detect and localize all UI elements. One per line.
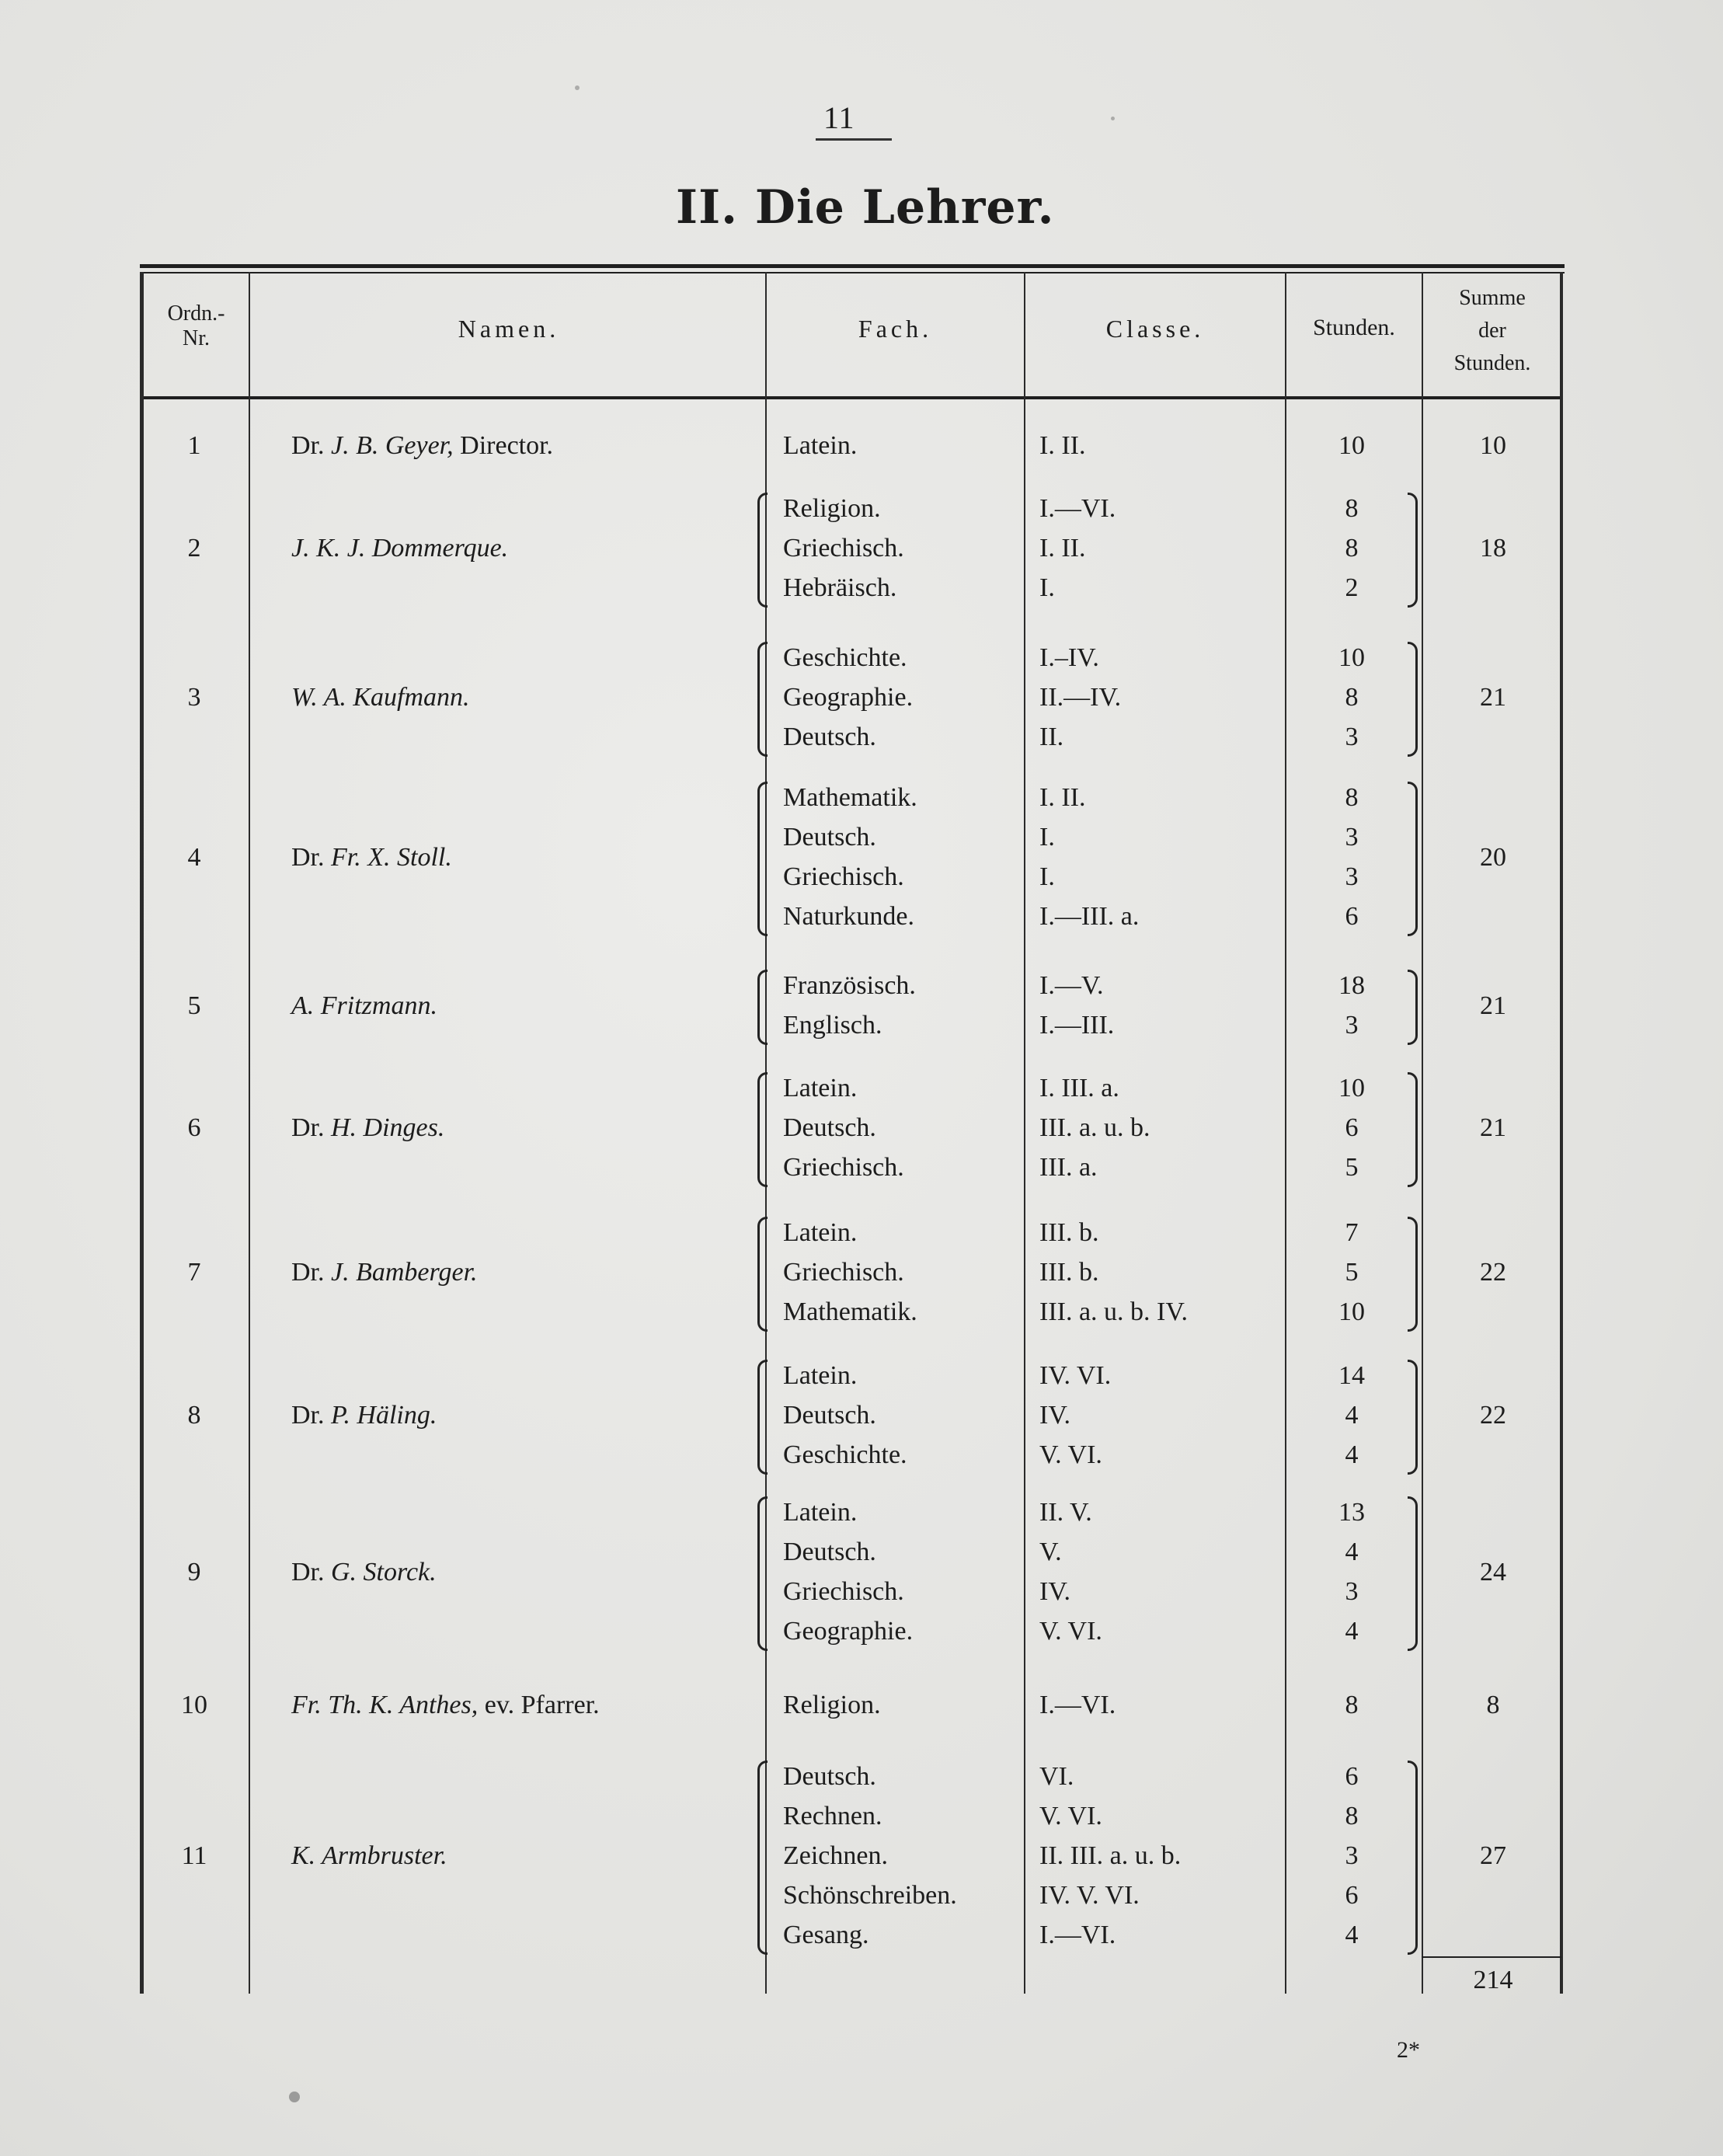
header-namen: Namen.	[458, 315, 560, 343]
row-number: 7	[187, 1258, 201, 1287]
teacher-name	[291, 1691, 600, 1720]
class-range: V. VI.	[1039, 1617, 1102, 1646]
teacher-name	[291, 991, 437, 1021]
class-range: I. II.	[1039, 534, 1086, 563]
subject: Latein.	[783, 1074, 858, 1102]
hours: 10	[1338, 1297, 1365, 1326]
teacher-title: Dr.	[291, 1557, 331, 1587]
teacher-name-text: A. Fritzmann.	[291, 991, 437, 1020]
hours: 3	[1345, 723, 1359, 751]
class-range: I.—VI.	[1039, 494, 1116, 523]
hours-sum: 21	[1480, 1113, 1506, 1142]
class-range: I.—VI.	[1039, 1691, 1116, 1719]
signature-mark: 2*	[1397, 2037, 1420, 2063]
teacher-name	[291, 1558, 437, 1587]
teacher-name	[291, 1258, 478, 1287]
hours-brace	[1408, 1761, 1418, 1955]
class-range: IV.	[1039, 1577, 1070, 1606]
column-rule	[1024, 272, 1025, 1994]
hours: 4	[1345, 1401, 1359, 1430]
class-range: VI.	[1039, 1762, 1074, 1791]
class-range: I.	[1039, 573, 1055, 602]
subject: Naturkunde.	[783, 902, 915, 931]
teacher-name	[291, 534, 508, 563]
header-summe: Stunden.	[1453, 351, 1531, 375]
hours-sum: 24	[1480, 1557, 1506, 1587]
subject: Latein.	[783, 1218, 858, 1247]
teacher-title: Dr.	[291, 1401, 331, 1430]
subject-brace	[757, 782, 768, 936]
class-range: III. b.	[1039, 1218, 1099, 1247]
hours: 5	[1345, 1153, 1359, 1182]
teacher-name-text: G. Storck.	[331, 1557, 437, 1587]
subject: Religion.	[783, 494, 881, 523]
hours-sum: 27	[1480, 1841, 1506, 1870]
ink-speck	[1111, 117, 1115, 120]
teacher-title: Dr.	[291, 1113, 331, 1142]
column-rule	[1422, 272, 1423, 1994]
subject: Deutsch.	[783, 823, 876, 852]
hours-brace	[1408, 642, 1418, 757]
class-range: II. III. a. u. b.	[1039, 1841, 1182, 1870]
hours-sum: 18	[1480, 534, 1506, 563]
hours: 18	[1338, 971, 1365, 1000]
subject: Rechnen.	[783, 1802, 882, 1830]
hours: 8	[1345, 534, 1359, 563]
class-range: II.	[1039, 723, 1064, 751]
hours: 4	[1345, 1921, 1359, 1949]
ink-speck	[289, 2092, 300, 2102]
hours-sum: 8	[1486, 1691, 1500, 1719]
subject-brace	[757, 1072, 768, 1187]
row-number: 8	[187, 1401, 201, 1430]
row-number: 1	[187, 431, 201, 460]
hours: 6	[1345, 1113, 1359, 1142]
header-nr: Nr.	[183, 326, 210, 350]
class-range: I. II.	[1039, 783, 1086, 812]
subject-brace	[757, 1360, 768, 1475]
page-title: II. Die Lehrer.	[676, 180, 1055, 235]
subject: Griechisch.	[783, 1258, 904, 1287]
row-number: 10	[181, 1691, 207, 1719]
subject-brace	[757, 970, 768, 1045]
subject-brace	[757, 1496, 768, 1651]
subject-brace	[757, 642, 768, 757]
class-range: I. II.	[1039, 431, 1086, 460]
hours: 10	[1338, 1074, 1365, 1102]
teacher-role: Director.	[453, 431, 554, 460]
teacher-title: Dr.	[291, 1258, 331, 1287]
class-range: III. b.	[1039, 1258, 1099, 1287]
subject: Zeichnen.	[783, 1841, 888, 1870]
row-number: 6	[187, 1113, 201, 1142]
class-range: V. VI.	[1039, 1440, 1102, 1469]
subject-brace	[757, 493, 768, 608]
hours: 10	[1338, 431, 1365, 460]
subject: Latein.	[783, 431, 858, 460]
subject: Latein.	[783, 1498, 858, 1527]
subject: Latein.	[783, 1361, 858, 1390]
column-rule	[1285, 272, 1286, 1994]
teacher-name-text: J. Bamberger.	[331, 1258, 478, 1287]
hours: 8	[1345, 783, 1359, 812]
teacher-role: ev. Pfarrer.	[478, 1691, 600, 1719]
header-summe: der	[1478, 319, 1506, 343]
subject: Deutsch.	[783, 1113, 876, 1142]
teacher-name	[291, 1841, 447, 1871]
subject: Geographie.	[783, 1617, 914, 1646]
subject: Schönschreiben.	[783, 1881, 957, 1910]
header-classe: Classe.	[1105, 315, 1205, 343]
class-range: IV. VI.	[1039, 1361, 1112, 1390]
hours: 14	[1338, 1361, 1365, 1390]
hours-sum: 21	[1480, 991, 1506, 1020]
class-range: II.—IV.	[1039, 683, 1122, 712]
class-range: V.	[1039, 1538, 1062, 1566]
subject: Religion.	[783, 1691, 881, 1719]
teacher-name	[291, 1113, 444, 1143]
subject: Mathematik.	[783, 783, 917, 812]
row-number: 4	[187, 842, 201, 872]
teacher-name-text: Fr. X. Stoll.	[331, 842, 452, 872]
hours: 6	[1345, 1881, 1359, 1910]
hours: 5	[1345, 1258, 1359, 1287]
hours-sum: 10	[1480, 431, 1506, 460]
class-range: II. V.	[1039, 1498, 1092, 1527]
row-number: 2	[187, 534, 201, 563]
subject: Griechisch.	[783, 1577, 904, 1606]
hours: 6	[1345, 1762, 1359, 1791]
teacher-title: Dr.	[291, 431, 331, 460]
class-range: I.—VI.	[1039, 1921, 1116, 1949]
subject: Englisch.	[783, 1011, 882, 1040]
hours-brace	[1408, 1496, 1418, 1651]
hours-brace	[1408, 493, 1418, 608]
subject: Deutsch.	[783, 723, 876, 751]
hours: 7	[1345, 1218, 1359, 1247]
hours: 8	[1345, 1802, 1359, 1830]
hours-brace	[1408, 1360, 1418, 1475]
hours-brace	[1408, 1217, 1418, 1332]
teacher-name-text: K. Armbruster.	[291, 1841, 447, 1870]
total-top-rule	[1422, 1956, 1561, 1958]
teacher-name-text: J. B. Geyer,	[331, 431, 454, 460]
class-range: V. VI.	[1039, 1802, 1102, 1830]
teacher-name-text: H. Dinges.	[331, 1113, 445, 1142]
teacher-name	[291, 683, 470, 712]
class-range: I.—III.	[1039, 1011, 1115, 1040]
teacher-name-text: Fr. Th. K. Anthes,	[291, 1691, 479, 1719]
class-range: I.	[1039, 823, 1055, 852]
row-number: 5	[187, 991, 201, 1020]
hours: 4	[1345, 1617, 1359, 1646]
header-nr: Ordn.-	[167, 301, 225, 326]
subject-brace	[757, 1217, 768, 1332]
teacher-name-text: J. K. J. Dommerque.	[291, 534, 509, 563]
hours-brace	[1408, 970, 1418, 1045]
class-range: I.	[1039, 862, 1055, 891]
hours-sum: 22	[1480, 1258, 1506, 1287]
hours: 3	[1345, 823, 1359, 852]
page-number-rule	[816, 138, 892, 141]
hours: 3	[1345, 1841, 1359, 1870]
hours-sum: 22	[1480, 1401, 1506, 1430]
teacher-name	[291, 1401, 437, 1430]
class-range: IV. V. VI.	[1039, 1881, 1140, 1910]
ink-speck	[575, 85, 580, 90]
hours-sum: 21	[1480, 683, 1506, 712]
hours-sum: 20	[1480, 842, 1506, 872]
teacher-name-text: W. A. Kaufmann.	[291, 683, 470, 712]
subject: Gesang.	[783, 1921, 869, 1949]
subject-brace	[757, 1761, 768, 1955]
hours-brace	[1408, 782, 1418, 936]
teacher-name-text: P. Häling.	[331, 1401, 437, 1430]
teacher-title: Dr.	[291, 842, 331, 872]
table-top-rule	[140, 264, 1565, 268]
hours: 3	[1345, 1577, 1359, 1606]
subject: Deutsch.	[783, 1538, 876, 1566]
subject: Hebräisch.	[783, 573, 897, 602]
row-number: 9	[187, 1557, 201, 1587]
subject: Deutsch.	[783, 1762, 876, 1791]
teacher-name	[291, 843, 452, 873]
hours: 10	[1338, 643, 1365, 672]
header-bottom-rule	[140, 396, 1561, 399]
hours: 2	[1345, 573, 1359, 602]
hours-brace	[1408, 1072, 1418, 1187]
column-rule	[249, 272, 250, 1994]
subject: Geschichte.	[783, 1440, 907, 1469]
subject: Französisch.	[783, 971, 916, 1000]
total-hours: 214	[1473, 1966, 1513, 1994]
row-number: 3	[187, 683, 201, 712]
hours: 6	[1345, 902, 1359, 931]
page-number: 11	[823, 100, 855, 135]
hours: 8	[1345, 494, 1359, 523]
subject: Griechisch.	[783, 534, 904, 563]
hours: 3	[1345, 1011, 1359, 1040]
subject: Mathematik.	[783, 1297, 917, 1326]
class-range: III. a. u. b.	[1039, 1113, 1150, 1142]
hours: 4	[1345, 1440, 1359, 1469]
subject: Griechisch.	[783, 862, 904, 891]
class-range: III. a.	[1039, 1153, 1098, 1182]
hours: 8	[1345, 683, 1359, 712]
table-top-rule-inner	[140, 272, 1565, 273]
class-range: III. a. u. b. IV.	[1039, 1297, 1189, 1326]
teacher-name	[291, 431, 553, 461]
class-range: I.—V.	[1039, 971, 1104, 1000]
hours: 3	[1345, 862, 1359, 891]
hours: 4	[1345, 1538, 1359, 1566]
subject: Deutsch.	[783, 1401, 876, 1430]
header-stunden: Stunden.	[1313, 315, 1395, 340]
header-fach: Fach.	[858, 315, 933, 343]
subject: Geschichte.	[783, 643, 907, 672]
subject: Griechisch.	[783, 1153, 904, 1182]
class-range: I.—III. a.	[1039, 902, 1140, 931]
row-number: 11	[181, 1841, 207, 1870]
class-range: IV.	[1039, 1401, 1070, 1430]
header-summe: Summe	[1459, 286, 1526, 310]
subject: Geographie.	[783, 683, 914, 712]
hours: 13	[1338, 1498, 1365, 1527]
class-range: I.–IV.	[1039, 643, 1099, 672]
hours: 8	[1345, 1691, 1359, 1719]
class-range: I. III. a.	[1039, 1074, 1119, 1102]
